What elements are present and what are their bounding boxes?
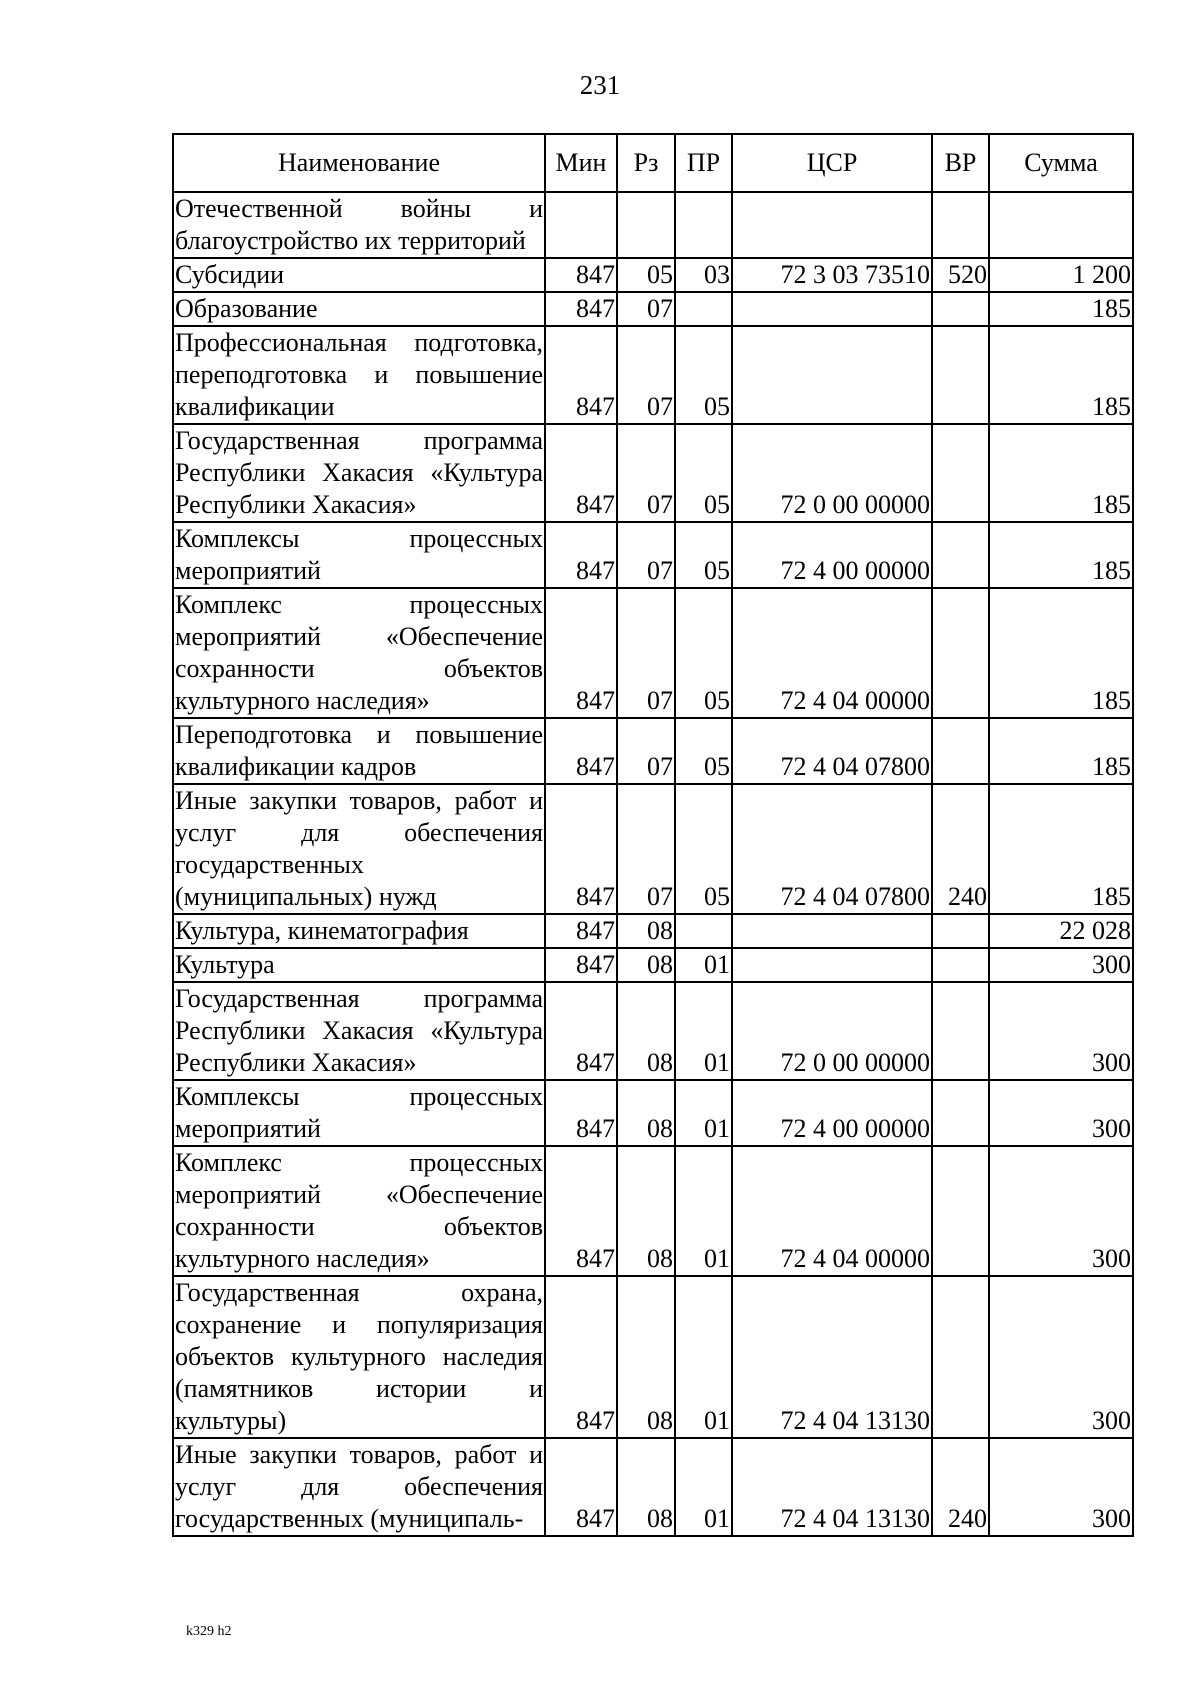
cell-csr: 72 4 04 13130 bbox=[732, 1438, 932, 1536]
cell-rz: 05 bbox=[617, 258, 675, 292]
cell-sum: 185 bbox=[989, 718, 1133, 784]
cell-rz: 08 bbox=[617, 1276, 675, 1438]
cell-pr bbox=[675, 192, 732, 258]
cell-vr bbox=[932, 914, 989, 948]
cell-pr: 01 bbox=[675, 982, 732, 1080]
cell-csr: 72 4 04 07800 bbox=[732, 718, 932, 784]
cell-sum: 300 bbox=[989, 1146, 1133, 1276]
table-row bbox=[173, 1438, 1133, 1536]
cell-vr bbox=[932, 1146, 989, 1276]
cell-min: 847 bbox=[545, 1276, 617, 1438]
cell-pr: 05 bbox=[675, 718, 732, 784]
cell-sum: 300 bbox=[989, 948, 1133, 982]
cell-vr: 240 bbox=[932, 784, 989, 914]
table-row bbox=[173, 784, 1133, 914]
cell-sum: 185 bbox=[989, 522, 1133, 588]
cell-pr: 05 bbox=[675, 326, 732, 424]
cell-name: Комплексы процессных мероприятий bbox=[173, 522, 545, 588]
cell-csr: 72 4 04 00000 bbox=[732, 1146, 932, 1276]
cell-rz: 08 bbox=[617, 1080, 675, 1146]
cell-rz: 08 bbox=[617, 948, 675, 982]
cell-rz bbox=[617, 192, 675, 258]
cell-min: 847 bbox=[545, 948, 617, 982]
cell-vr bbox=[932, 192, 989, 258]
header-sum: Сумма bbox=[989, 134, 1133, 192]
cell-sum: 300 bbox=[989, 1276, 1133, 1438]
cell-pr: 05 bbox=[675, 784, 732, 914]
header-csr: ЦСР bbox=[732, 134, 932, 192]
cell-csr bbox=[732, 192, 932, 258]
cell-sum: 22 028 bbox=[989, 914, 1133, 948]
cell-min: 847 bbox=[545, 1080, 617, 1146]
cell-name: Переподготовка и повышение квалификации кадров bbox=[173, 718, 545, 784]
cell-vr bbox=[932, 326, 989, 424]
cell-sum: 185 bbox=[989, 784, 1133, 914]
cell-name: Государственная программа Республики Хакасия «Культура Республики Хакасия» bbox=[173, 982, 545, 1080]
cell-vr bbox=[932, 948, 989, 982]
cell-pr: 01 bbox=[675, 948, 732, 982]
table-header-row bbox=[173, 134, 1133, 192]
cell-rz: 08 bbox=[617, 1146, 675, 1276]
cell-rz: 08 bbox=[617, 1438, 675, 1536]
table-row bbox=[173, 718, 1133, 784]
cell-name: Отечественной войны и благоустройство их территорий bbox=[173, 192, 545, 258]
cell-csr: 72 4 04 13130 bbox=[732, 1276, 932, 1438]
cell-pr: 01 bbox=[675, 1438, 732, 1536]
cell-vr bbox=[932, 1276, 989, 1438]
cell-vr bbox=[932, 292, 989, 326]
cell-min: 847 bbox=[545, 914, 617, 948]
cell-csr: 72 0 00 00000 bbox=[732, 424, 932, 522]
table-row bbox=[173, 326, 1133, 424]
table-row bbox=[173, 522, 1133, 588]
cell-name: Культура, кинематография bbox=[173, 914, 545, 948]
cell-vr bbox=[932, 718, 989, 784]
cell-vr bbox=[932, 588, 989, 718]
cell-rz: 07 bbox=[617, 718, 675, 784]
cell-pr bbox=[675, 292, 732, 326]
cell-pr bbox=[675, 914, 732, 948]
cell-vr bbox=[932, 1080, 989, 1146]
cell-sum: 300 bbox=[989, 1438, 1133, 1536]
table-row bbox=[173, 258, 1133, 292]
cell-name: Иные закупки товаров, работ и услуг для обеспечения государственных (муниципаль- bbox=[173, 1438, 545, 1536]
cell-rz: 07 bbox=[617, 424, 675, 522]
cell-sum: 185 bbox=[989, 292, 1133, 326]
cell-name: Комплекс процессных мероприятий «Обеспечение сохранности объектов культурного наследия» bbox=[173, 588, 545, 718]
cell-csr bbox=[732, 292, 932, 326]
cell-rz: 07 bbox=[617, 588, 675, 718]
cell-rz: 07 bbox=[617, 292, 675, 326]
cell-min bbox=[545, 192, 617, 258]
cell-min: 847 bbox=[545, 718, 617, 784]
budget-table bbox=[172, 133, 1134, 1537]
table-row bbox=[173, 982, 1133, 1080]
cell-name: Государственная программа Республики Хакасия «Культура Республики Хакасия» bbox=[173, 424, 545, 522]
cell-pr: 05 bbox=[675, 522, 732, 588]
cell-name: Образование bbox=[173, 292, 545, 326]
cell-rz: 07 bbox=[617, 522, 675, 588]
cell-pr: 01 bbox=[675, 1080, 732, 1146]
cell-min: 847 bbox=[545, 424, 617, 522]
cell-min: 847 bbox=[545, 258, 617, 292]
cell-vr bbox=[932, 424, 989, 522]
table-row bbox=[173, 1080, 1133, 1146]
cell-rz: 08 bbox=[617, 982, 675, 1080]
cell-sum: 1 200 bbox=[989, 258, 1133, 292]
cell-sum: 185 bbox=[989, 424, 1133, 522]
table-row bbox=[173, 948, 1133, 982]
cell-name: Культура bbox=[173, 948, 545, 982]
cell-sum: 185 bbox=[989, 326, 1133, 424]
table-row bbox=[173, 588, 1133, 718]
table-row bbox=[173, 1146, 1133, 1276]
cell-name: Комплекс процессных мероприятий «Обеспечение сохранности объектов культурного наследия» bbox=[173, 1146, 545, 1276]
cell-min: 847 bbox=[545, 982, 617, 1080]
table-row bbox=[173, 1276, 1133, 1438]
cell-min: 847 bbox=[545, 1438, 617, 1536]
header-min: Мин bbox=[545, 134, 617, 192]
cell-pr: 03 bbox=[675, 258, 732, 292]
page-number: 231 bbox=[579, 70, 621, 100]
cell-pr: 05 bbox=[675, 424, 732, 522]
cell-name: Комплексы процессных мероприятий bbox=[173, 1080, 545, 1146]
cell-csr: 72 3 03 73510 bbox=[732, 258, 932, 292]
cell-csr bbox=[732, 948, 932, 982]
cell-csr: 72 4 00 00000 bbox=[732, 522, 932, 588]
table-row bbox=[173, 292, 1133, 326]
cell-pr: 01 bbox=[675, 1146, 732, 1276]
cell-vr: 520 bbox=[932, 258, 989, 292]
header-vr: ВР bbox=[932, 134, 989, 192]
cell-csr: 72 0 00 00000 bbox=[732, 982, 932, 1080]
cell-pr: 01 bbox=[675, 1276, 732, 1438]
cell-min: 847 bbox=[545, 588, 617, 718]
cell-min: 847 bbox=[545, 784, 617, 914]
cell-csr: 72 4 00 00000 bbox=[732, 1080, 932, 1146]
cell-csr bbox=[732, 326, 932, 424]
cell-name: Иные закупки товаров, работ и услуг для обеспечения государственных (муниципальных) нужд bbox=[173, 784, 545, 914]
table-row bbox=[173, 424, 1133, 522]
table-body bbox=[173, 192, 1133, 1536]
cell-min: 847 bbox=[545, 522, 617, 588]
cell-sum: 300 bbox=[989, 1080, 1133, 1146]
header-name: Наименование bbox=[173, 134, 545, 192]
cell-min: 847 bbox=[545, 292, 617, 326]
header-rz: Рз bbox=[617, 134, 675, 192]
cell-rz: 08 bbox=[617, 914, 675, 948]
cell-name: Профессиональная подготовка, переподготовка и повышение квалификации bbox=[173, 326, 545, 424]
cell-rz: 07 bbox=[617, 326, 675, 424]
cell-min: 847 bbox=[545, 1146, 617, 1276]
footer-code: k329 h2 bbox=[186, 1624, 232, 1639]
cell-name: Государственная охрана, сохранение и популяризация объектов культурного наследия (памятников истории и культуры) bbox=[173, 1276, 545, 1438]
cell-vr bbox=[932, 982, 989, 1080]
table-row bbox=[173, 192, 1133, 258]
cell-csr bbox=[732, 914, 932, 948]
cell-sum: 300 bbox=[989, 982, 1133, 1080]
cell-name: Субсидии bbox=[173, 258, 545, 292]
cell-rz: 07 bbox=[617, 784, 675, 914]
table-row bbox=[173, 914, 1133, 948]
cell-vr: 240 bbox=[932, 1438, 989, 1536]
header-pr: ПР bbox=[675, 134, 732, 192]
cell-csr: 72 4 04 07800 bbox=[732, 784, 932, 914]
cell-sum: 185 bbox=[989, 588, 1133, 718]
cell-csr: 72 4 04 00000 bbox=[732, 588, 932, 718]
cell-pr: 05 bbox=[675, 588, 732, 718]
cell-vr bbox=[932, 522, 989, 588]
cell-sum bbox=[989, 192, 1133, 258]
cell-min: 847 bbox=[545, 326, 617, 424]
